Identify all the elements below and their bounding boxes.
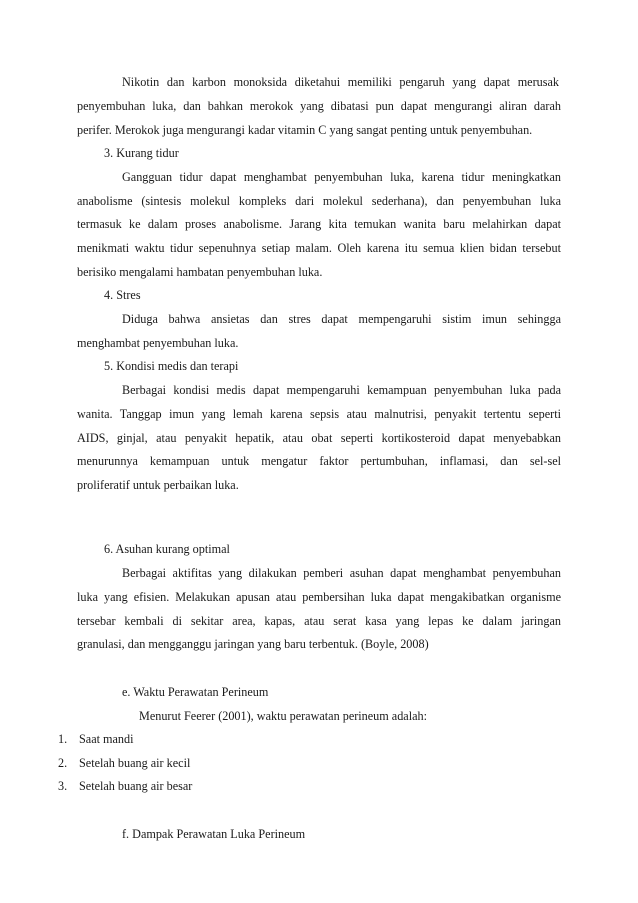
paragraph-line: AIDS, ginjal, atau penyakit hepatik, atau obat seperti kortikosteroid dapat menyebabkan xyxy=(77,431,561,445)
paragraph-line: perifer. Merokok juga mengurangi kadar vitamin C yang sangat penting untuk penyembuhan. xyxy=(77,123,533,137)
list-number: 1. xyxy=(58,732,68,746)
paragraph-line: luka yang efisien. Melakukan apusan atau pembersihan luka dapat mengakibatkan organisme xyxy=(77,590,561,604)
paragraph-line: wanita. Tanggap imun yang lemah karena sepsis atau malnutrisi, penyakit tertentu seperti xyxy=(77,407,561,421)
paragraph-line: Berbagai kondisi medis dapat mempengaruhi kemampuan penyembuhan luka pada xyxy=(122,383,561,397)
paragraph-line: penyembuhan luka, dan bahkan merokok yang dibatasi pun dapat mengurangi aliran darah xyxy=(77,99,561,113)
section-heading: 5. Kondisi medis dan terapi xyxy=(104,359,239,373)
paragraph-line: Menurut Feerer (2001), waktu perawatan perineum adalah: xyxy=(139,709,427,723)
paragraph-line: termasuk ke dalam proses anabolisme. Jarang kita temukan wanita baru melahirkan dapat xyxy=(77,217,561,231)
list-item: Setelah buang air besar xyxy=(79,779,193,793)
paragraph-line: Berbagai aktifitas yang dilakukan pemberi asuhan dapat menghambat penyembuhan xyxy=(122,566,561,580)
paragraph-line: granulasi, dan mengganggu jaringan yang baru terbentuk. (Boyle, 2008) xyxy=(77,637,429,651)
paragraph-line: berisiko mengalami hambatan penyembuhan luka. xyxy=(77,265,323,279)
paragraph-line: anabolisme (sintesis molekul kompleks dari molekul sederhana), dan penyembuhan luka xyxy=(77,194,561,208)
section-heading: e. Waktu Perawatan Perineum xyxy=(122,685,269,699)
section-heading: 6. Asuhan kurang optimal xyxy=(104,542,230,556)
section-heading: 4. Stres xyxy=(104,288,141,302)
paragraph-line: menghambat penyembuhan luka. xyxy=(77,336,239,350)
paragraph-line: Gangguan tidur dapat menghambat penyembuhan luka, karena tidur meningkatkan xyxy=(122,170,561,184)
paragraph-line: tersebar kembali di sekitar area, kapas, atau serat kasa yang lepas ke dalam jaringan xyxy=(77,614,561,628)
paragraph-line: menikmati waktu tidur sepenuhnya setiap malam. Oleh karena itu semua klien bidan tersebut xyxy=(77,241,561,255)
list-number: 3. xyxy=(58,779,68,793)
paragraph-line: Diduga bahwa ansietas dan stres dapat mempengaruhi sistim imun sehingga xyxy=(122,312,561,326)
paragraph-line: Nikotin dan karbon monoksida diketahui memiliki pengaruh yang dapat merusak xyxy=(122,75,559,89)
paragraph-line: proliferatif untuk perbaikan luka. xyxy=(77,478,239,492)
section-heading: f. Dampak Perawatan Luka Perineum xyxy=(122,827,306,841)
list-item: Saat mandi xyxy=(79,732,134,746)
list-number: 2. xyxy=(58,756,68,770)
paragraph-line: menurunnya kemampuan untuk mengatur faktor pertumbuhan, inflamasi, dan sel-sel xyxy=(77,454,561,468)
list-item: Setelah buang air kecil xyxy=(79,756,191,770)
section-heading: 3. Kurang tidur xyxy=(104,146,179,160)
